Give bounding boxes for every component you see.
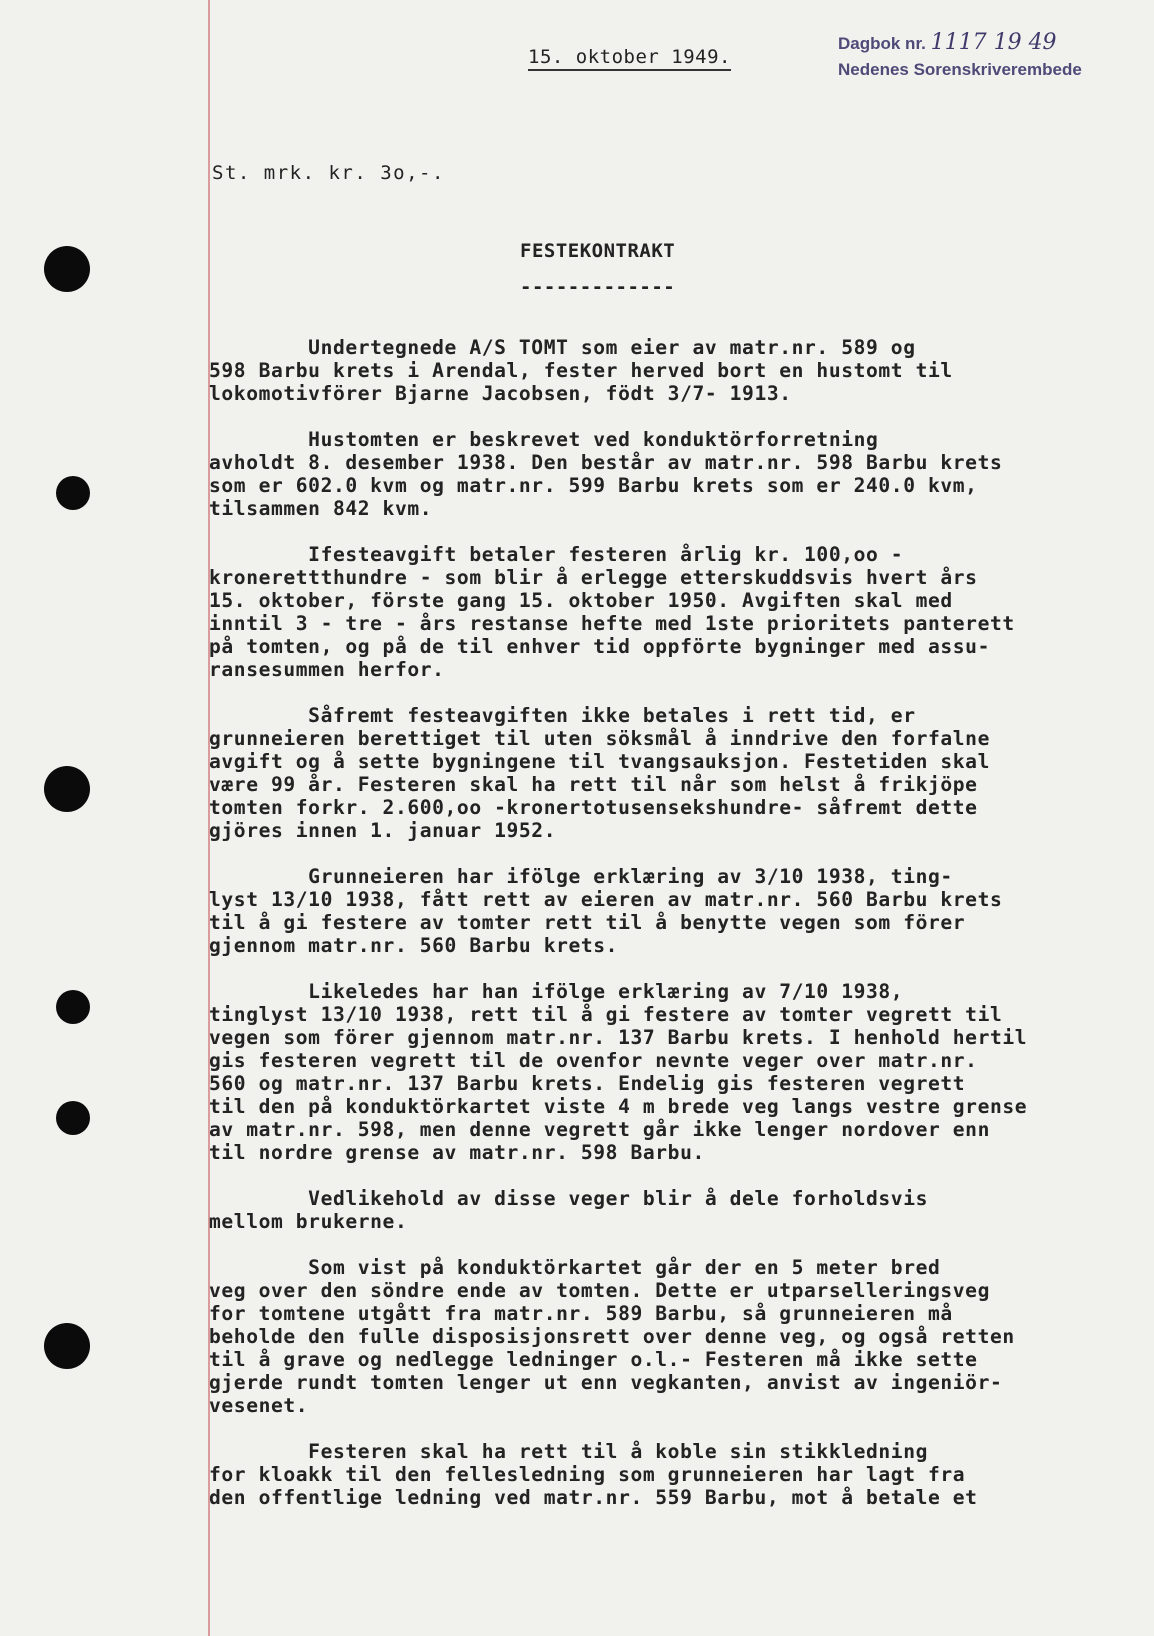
text-line: lyst 13/10 1938, fått rett av eieren av matr.nr. 560 Barbu krets bbox=[209, 888, 1003, 911]
text-line: 598 Barbu krets i Arendal, fester herved bort en hustomt til bbox=[209, 359, 953, 382]
text-line: vesenet. bbox=[209, 1394, 309, 1417]
text-line: lokomotivförer Bjarne Jacobsen, födt 3/7- 1913. bbox=[209, 382, 792, 405]
text-line: 15. oktober, förste gang 15. oktober 1950. Avgiften skal med bbox=[209, 589, 953, 612]
registry-stamp bbox=[838, 30, 1118, 83]
text-line: inntil 3 - tre - års restanse hefte med 1ste prioritets panterett bbox=[209, 612, 1015, 635]
text-line: tinglyst 13/10 1938, rett til å gi festere av tomter vegrett til bbox=[209, 1003, 1003, 1026]
text-line: vegen som förer gjennom matr.nr. 137 Barbu krets. I henhold hertil bbox=[209, 1026, 1028, 1049]
text-line: for tomtene utgått fra matr.nr. 589 Barbu, så grunneieren må bbox=[209, 1302, 953, 1325]
text-line: Hustomten er beskrevet ved konduktörforretning bbox=[209, 428, 879, 451]
punch-hole-icon bbox=[44, 1323, 90, 1369]
document-date: 15. oktober 1949. bbox=[528, 46, 731, 71]
contract-paragraph bbox=[209, 336, 1114, 405]
text-line: avholdt 8. desember 1938. Den består av matr.nr. 598 Barbu krets bbox=[209, 451, 1003, 474]
stamp-line-2: Nedenes Sorenskriverembede bbox=[838, 60, 1082, 79]
text-line: gjennom matr.nr. 560 Barbu krets. bbox=[209, 934, 619, 957]
text-line: gjerde rundt tomten lenger ut enn vegkanten, anvist av ingeniör- bbox=[209, 1371, 1003, 1394]
text-line: Undertegnede A/S TOMT som eier av matr.nr. 589 og bbox=[209, 336, 916, 359]
text-line: 560 og matr.nr. 137 Barbu krets. Endelig gis festeren vegrett bbox=[209, 1072, 966, 1095]
text-line: ransesummen herfor. bbox=[209, 658, 445, 681]
punch-hole-icon bbox=[44, 246, 90, 292]
punch-hole-icon bbox=[56, 476, 90, 510]
text-line: til å grave og nedlegge ledninger o.l.- Festeren må ikke sette bbox=[209, 1348, 978, 1371]
punch-hole-icon bbox=[56, 1101, 90, 1135]
text-line: være 99 år. Festeren skal ha rett til når som helst å frikjöpe bbox=[209, 773, 978, 796]
text-line: veg over den söndre ende av tomten. Dette er utparselleringsveg bbox=[209, 1279, 990, 1302]
stamp-number: 1117 19 49 bbox=[930, 30, 1057, 55]
text-line: gis festeren vegrett til de ovenfor nevnte veger over matr.nr. bbox=[209, 1049, 978, 1072]
stamp-line-1 bbox=[838, 30, 1118, 57]
text-line: gjöres innen 1. januar 1952. bbox=[209, 819, 557, 842]
text-line: den offentlige ledning ved matr.nr. 559 Barbu, mot å betale et bbox=[209, 1486, 978, 1509]
contract-paragraph bbox=[209, 1256, 1114, 1417]
text-line: beholde den fulle disposisjonsrett over denne veg, og også retten bbox=[209, 1325, 1015, 1348]
text-line: kronerettthundre - som blir å erlegge etterskuddsvis hvert års bbox=[209, 566, 978, 589]
contract-paragraph bbox=[209, 980, 1114, 1164]
text-line: til nordre grense av matr.nr. 598 Barbu. bbox=[209, 1141, 705, 1164]
punch-hole-icon bbox=[56, 990, 90, 1024]
text-line: av matr.nr. 598, men denne vegrett går ikke lenger nordover enn bbox=[209, 1118, 990, 1141]
text-line: på tomten, og på de til enhver tid oppförte bygninger med assu- bbox=[209, 635, 990, 658]
text-line: som er 602.0 kvm og matr.nr. 599 Barbu krets som er 240.0 kvm, bbox=[209, 474, 978, 497]
contract-paragraph bbox=[209, 543, 1114, 681]
stamp-fee: St. mrk. kr. 3o,-. bbox=[212, 162, 445, 184]
text-line: til å gi festere av tomter rett til å benytte vegen som förer bbox=[209, 911, 966, 934]
contract-paragraph bbox=[209, 1440, 1114, 1509]
stamp-prefix: Dagbok nr. bbox=[838, 34, 926, 53]
document-title: FESTEKONTRAKT bbox=[520, 240, 676, 262]
text-line: til den på konduktörkartet viste 4 m brede veg langs vestre grense bbox=[209, 1095, 1028, 1118]
title-underline: ------------- bbox=[520, 276, 676, 298]
text-line: Ifesteavgift betaler festeren årlig kr. 100,oo - bbox=[209, 543, 904, 566]
text-line: tilsammen 842 kvm. bbox=[209, 497, 433, 520]
text-line: avgift og å sette bygningene til tvangsauksjon. Festetiden skal bbox=[209, 750, 990, 773]
text-line: Likeledes har han ifölge erklæring av 7/10 1938, bbox=[209, 980, 904, 1003]
text-line: Grunneieren har ifölge erklæring av 3/10 1938, ting- bbox=[209, 865, 953, 888]
text-line: Festeren skal ha rett til å koble sin stikkledning bbox=[209, 1440, 928, 1463]
text-line: for kloakk til den fellesledning som grunneieren har lagt fra bbox=[209, 1463, 966, 1486]
punch-hole-icon bbox=[44, 766, 90, 812]
text-line: Såfremt festeavgiften ikke betales i rett tid, er bbox=[209, 704, 916, 727]
text-line: mellom brukerne. bbox=[209, 1210, 408, 1233]
contract-paragraph bbox=[209, 704, 1114, 842]
contract-paragraph bbox=[209, 865, 1114, 957]
text-line: Som vist på konduktörkartet går der en 5 meter bred bbox=[209, 1256, 941, 1279]
contract-paragraph bbox=[209, 428, 1114, 520]
contract-paragraph bbox=[209, 1187, 1114, 1233]
contract-body bbox=[209, 336, 1114, 1532]
text-line: Vedlikehold av disse veger blir å dele forholdsvis bbox=[209, 1187, 928, 1210]
text-line: grunneieren berettiget til uten söksmål å inndrive den forfalne bbox=[209, 727, 990, 750]
text-line: tomten forkr. 2.600,oo -kronertotusensekshundre- såfremt dette bbox=[209, 796, 978, 819]
